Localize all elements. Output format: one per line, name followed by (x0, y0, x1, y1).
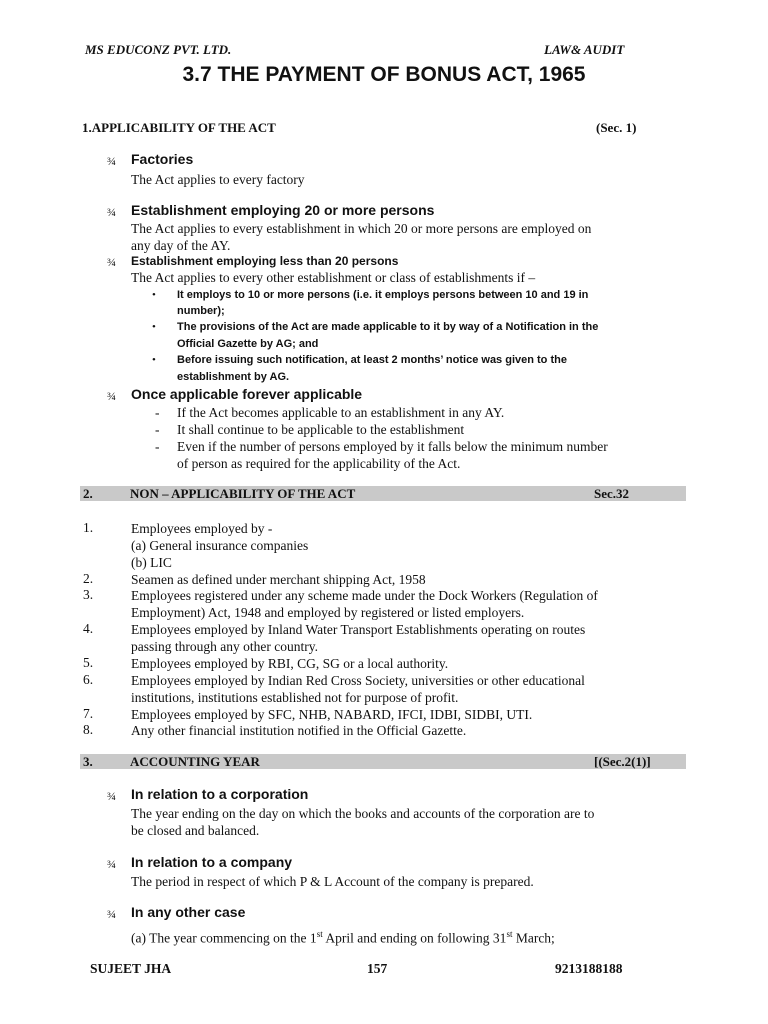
list-item: Employees registered under any scheme made under the Dock Workers (Regulation of (131, 588, 598, 603)
bullet-3-line1: Before issuing such notification, at least 2 months’ notice was given to the (177, 354, 567, 366)
est20-line2: any day of the AY. (131, 238, 231, 253)
footer-phone: 9213188188 (555, 961, 623, 976)
bullet: • (152, 289, 156, 301)
list-item: Employees employed by - (131, 521, 273, 536)
bullet-2-line1: The provisions of the Act are made applicable to it by way of a Notification in the (177, 321, 599, 333)
marker: ¾ (107, 389, 116, 403)
est20-title: Establishment employing 20 or more persons (131, 202, 435, 218)
factories-title: Factories (131, 151, 194, 167)
header-subject: LAW& AUDIT (544, 42, 625, 57)
list-number: 6. (83, 672, 94, 687)
section1-ref: (Sec. 1) (596, 120, 637, 135)
list-number: 5. (83, 655, 94, 670)
est20-line1: The Act applies to every establishment in which 20 or more persons are employed on (131, 221, 592, 236)
footer-author: SUJEET JHA (90, 961, 172, 976)
marker: ¾ (107, 789, 116, 803)
section2-heading: NON – APPLICABILITY OF THE ACT (130, 486, 356, 501)
list-item: Seamen as defined under merchant shipping Act, 1958 (131, 572, 426, 587)
page-title: 3.7 THE PAYMENT OF BONUS ACT, 1965 (182, 63, 586, 86)
marker: ¾ (107, 154, 116, 168)
less20-text: The Act applies to every other establishment or class of establishments if – (131, 270, 536, 285)
other-text (131, 926, 555, 947)
list-item: (b) LIC (131, 555, 172, 570)
dash-1: If the Act becomes applicable to an establishment in any AY. (177, 405, 505, 420)
list-item: institutions, institutions established not for purpose of profit. (131, 690, 459, 705)
list-number: 1. (83, 520, 94, 535)
corp-line2: be closed and balanced. (131, 823, 260, 838)
dash-3-line1: Even if the number of persons employed by it falls below the minimum number (177, 439, 608, 454)
list-item: passing through any other country. (131, 639, 318, 654)
bullet-2-line2: Official Gazette by AG; and (177, 338, 319, 350)
other-text-b: April and ending on following 31 (322, 930, 507, 946)
once-title: Once applicable forever applicable (131, 386, 363, 402)
bullet: • (152, 354, 156, 366)
bullet-3-line2: establishment by AG. (177, 371, 290, 383)
list-number: 3. (83, 587, 94, 602)
corp-title: In relation to a corporation (131, 786, 309, 802)
superscript: st (506, 929, 513, 939)
section3-ref: [(Sec.2(1)] (594, 754, 651, 769)
dash-3-line2: of person as required for the applicability of the Act. (177, 456, 461, 471)
section3-number: 3. (83, 754, 93, 769)
list-number: 8. (83, 722, 94, 737)
superscript: st (316, 929, 323, 939)
other-text-c: March; (512, 930, 555, 946)
list-number: 4. (83, 621, 94, 636)
section2-heading-bar (80, 486, 686, 501)
marker: ¾ (107, 255, 116, 269)
section2-number: 2. (83, 486, 93, 501)
factories-text: The Act applies to every factory (131, 172, 305, 187)
list-number: 7. (83, 706, 94, 721)
company-title: In relation to a company (131, 854, 293, 870)
list-item: (a) General insurance companies (131, 538, 309, 553)
list-item: Employees employed by RBI, CG, SG or a local authority. (131, 656, 449, 671)
list-item: Employment) Act, 1948 and employed by registered or listed employers. (131, 605, 525, 620)
other-title: In any other case (131, 904, 246, 920)
header-company: MS EDUCONZ PVT. LTD. (85, 42, 232, 57)
bullet-1-line2: number); (177, 305, 225, 317)
bullet: • (152, 321, 156, 333)
marker: ¾ (107, 857, 116, 871)
less20-title: Establishment employing less than 20 persons (131, 254, 399, 268)
dash-2: It shall continue to be applicable to the establishment (177, 422, 465, 437)
section2-ref: Sec.32 (594, 486, 630, 501)
section3-heading: ACCOUNTING YEAR (130, 754, 260, 769)
dash: - (155, 422, 160, 437)
list-item: Employees employed by Indian Red Cross Society, universities or other educational (131, 673, 585, 688)
footer-page-number: 157 (367, 961, 388, 976)
section3-heading-bar (80, 754, 686, 769)
marker: ¾ (107, 205, 116, 219)
dash: - (155, 439, 160, 454)
bullet-1-line1: It employs to 10 or more persons (i.e. it employs persons between 10 and 19 in (177, 289, 589, 301)
corp-line1: The year ending on the day on which the books and accounts of the corporation are to (131, 806, 595, 821)
list-item: Employees employed by Inland Water Transport Establishments operating on routes (131, 622, 586, 637)
list-item: Any other financial institution notified in the Official Gazette. (131, 723, 467, 738)
company-text: The period in respect of which P & L Account of the company is prepared. (131, 874, 534, 889)
marker: ¾ (107, 907, 116, 921)
other-text-a: (a) The year commencing on the 1 (131, 930, 317, 946)
list-number: 2. (83, 571, 94, 586)
list-item: Employees employed by SFC, NHB, NABARD, IFCI, IDBI, SIDBI, UTI. (131, 707, 533, 722)
dash: - (155, 405, 160, 420)
section1-heading: 1.APPLICABILITY OF THE ACT (82, 120, 276, 135)
